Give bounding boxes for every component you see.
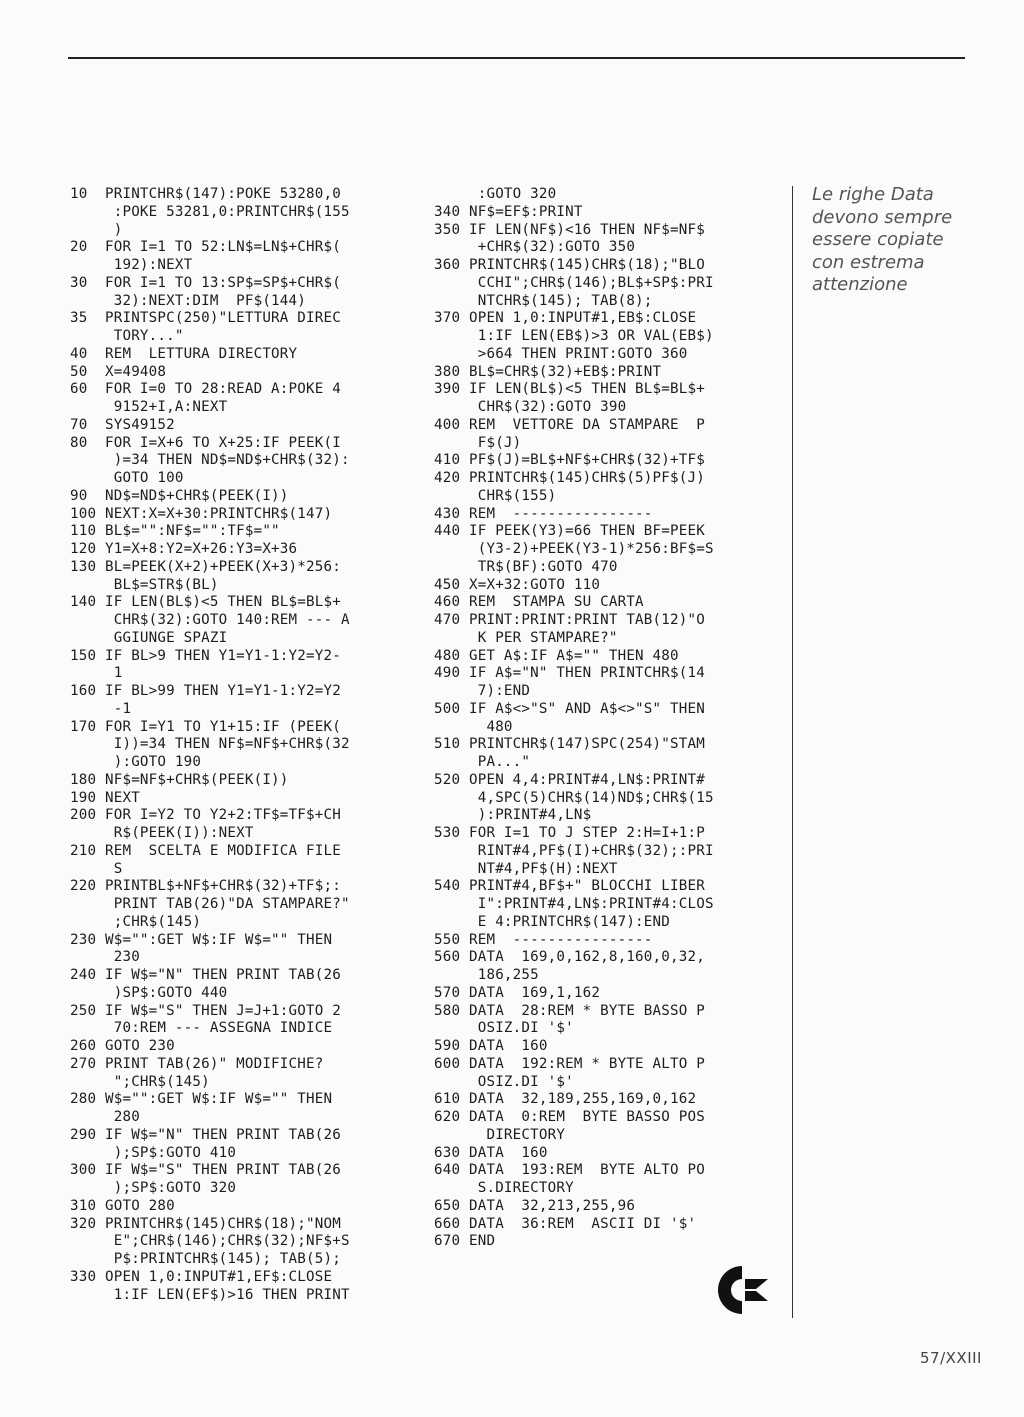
code-line: 620 DATA 0:REM BYTE BASSO POS <box>434 1109 705 1125</box>
code-line: 380 BL$=CHR$(32)+EB$:PRINT <box>434 363 662 380</box>
code-line: CCHI";CHR$(146);BL$+SP$:PRI <box>434 274 714 291</box>
side-note-line: attenzione <box>812 274 908 295</box>
code-line: 590 DATA 160 <box>434 1038 548 1054</box>
code-line: 600 DATA 192:REM * BYTE ALTO P <box>434 1055 705 1072</box>
code-line: 250 IF W$="S" THEN J=J+1:GOTO 2 <box>70 1002 341 1019</box>
code-line: CHR$(32):GOTO 140:REM --- A <box>70 612 350 628</box>
top-rule <box>68 57 965 59</box>
code-line: ;CHR$(145) <box>70 913 202 930</box>
code-line: 640 DATA 193:REM BYTE ALTO PO <box>434 1162 705 1179</box>
code-line: )SP$:GOTO 440 <box>70 984 228 1001</box>
code-line: 360 PRINTCHR$(145)CHR$(18);"BLO <box>434 257 705 273</box>
code-line: 540 PRINT#4,BF$+" BLOCCHI LIBER <box>434 878 705 895</box>
code-line: GGIUNGE SPAZI <box>70 629 228 646</box>
code-line: 630 DATA 160 <box>434 1144 548 1161</box>
code-line: 320 PRINTCHR$(145)CHR$(18);"NOM <box>70 1215 341 1232</box>
code-line: 70 SYS49152 <box>70 416 175 433</box>
code-line: ):GOTO 190 <box>70 754 202 770</box>
code-line: 650 DATA 32,213,255,96 <box>434 1197 636 1214</box>
code-line: 500 IF A$<>"S" AND A$<>"S" THEN <box>434 700 705 717</box>
code-line: 35 PRINTSPC(250)"LETTURA DIREC <box>70 310 341 327</box>
code-line: 100 NEXT:X=X+30:PRINTCHR$(147) <box>70 505 333 522</box>
code-line: 32):NEXT:DIM PF$(144) <box>70 292 307 309</box>
code-line: 110 BL$="":NF$="":TF$="" <box>70 523 280 540</box>
code-line: 570 DATA 169,1,162 <box>434 984 601 1001</box>
commodore-logo-icon <box>714 1262 770 1318</box>
code-line: P$:PRINTCHR$(145); TAB(5); <box>70 1251 341 1267</box>
code-line: 140 IF LEN(BL$)<5 THEN BL$=BL$+ <box>70 594 341 611</box>
code-line: 50 X=49408 <box>70 363 167 380</box>
side-note <box>812 184 982 297</box>
code-line: 220 PRINTBL$+NF$+CHR$(32)+TF$;: <box>70 878 341 895</box>
code-line: 160 IF BL>99 THEN Y1=Y1-1:Y2=Y2 <box>70 683 341 699</box>
code-line: 192):NEXT <box>70 257 193 273</box>
code-line: 70:REM --- ASSEGNA INDICE <box>70 1020 333 1037</box>
code-line: -1 <box>70 700 132 717</box>
code-line: 400 REM VETTORE DA STAMPARE P <box>434 416 705 433</box>
code-line: :POKE 53281,0:PRINTCHR$(155 <box>70 203 350 220</box>
code-line: >664 THEN PRINT:GOTO 360 <box>434 345 688 362</box>
code-line: K PER STAMPARE?" <box>434 629 618 646</box>
code-line: 200 FOR I=Y2 TO Y2+2:TF$=TF$+CH <box>70 807 341 824</box>
code-line: 280 <box>70 1109 140 1125</box>
code-line: E";CHR$(146);CHR$(32);NF$+S <box>70 1233 350 1250</box>
code-line: TORY..." <box>70 328 184 344</box>
code-line: 7):END <box>434 683 531 699</box>
code-line: E 4:PRINTCHR$(147):END <box>434 913 671 930</box>
listing-column-left <box>70 186 420 1304</box>
code-line: 580 DATA 28:REM * BYTE BASSO P <box>434 1002 705 1019</box>
code-line: 390 IF LEN(BL$)<5 THEN BL$=BL$+ <box>434 381 705 398</box>
code-line: 30 FOR I=1 TO 13:SP$=SP$+CHR$( <box>70 274 341 291</box>
side-note-line: con estrema <box>812 251 925 273</box>
code-line: 280 W$="":GET W$:IF W$="" THEN <box>70 1091 333 1108</box>
code-line: OSIZ.DI '$' <box>434 1073 574 1090</box>
code-line: 670 END <box>434 1233 496 1250</box>
code-line: CHR$(155) <box>434 487 557 504</box>
side-note-line: devono sempre <box>812 206 953 228</box>
code-line: 20 FOR I=1 TO 52:LN$=LN$+CHR$( <box>70 239 341 256</box>
code-line: );SP$:GOTO 410 <box>70 1144 237 1161</box>
code-line: 460 REM STAMPA SU CARTA <box>434 594 644 611</box>
code-line: PA..." <box>434 754 531 770</box>
code-line: ):PRINT#4,LN$ <box>434 807 592 824</box>
code-line: 210 REM SCELTA E MODIFICA FILE <box>70 842 341 859</box>
code-line: S <box>70 860 123 877</box>
code-line: F$(J) <box>434 434 522 451</box>
page-number: 57/XXIII <box>920 1349 982 1367</box>
code-line: S.DIRECTORY <box>434 1180 574 1196</box>
code-line: RINT#4,PF$(I)+CHR$(32);:PRI <box>434 842 714 859</box>
code-line: 560 DATA 169,0,162,8,160,0,32, <box>434 949 705 966</box>
code-line: 1:IF LEN(EF$)>16 THEN PRINT <box>70 1286 350 1303</box>
code-line: R$(PEEK(I)):NEXT <box>70 825 254 841</box>
code-line: 300 IF W$="S" THEN PRINT TAB(26 <box>70 1162 341 1179</box>
code-line: 186,255 <box>434 967 539 983</box>
code-line: 530 FOR I=1 TO J STEP 2:H=I+1:P <box>434 825 705 841</box>
code-line: 410 PF$(J)=BL$+NF$+CHR$(32)+TF$ <box>434 452 705 469</box>
code-line: 660 DATA 36:REM ASCII DI '$' <box>434 1215 697 1232</box>
code-line: 170 FOR I=Y1 TO Y1+15:IF (PEEK( <box>70 718 341 735</box>
code-line: )=34 THEN ND$=ND$+CHR$(32): <box>70 452 350 469</box>
code-line: 470 PRINT:PRINT:PRINT TAB(12)"O <box>434 612 705 628</box>
code-line: CHR$(32):GOTO 390 <box>434 399 627 415</box>
code-line: 490 IF A$="N" THEN PRINTCHR$(14 <box>434 665 705 682</box>
code-line: 330 OPEN 1,0:INPUT#1,EF$:CLOSE <box>70 1268 333 1285</box>
code-line: 130 BL=PEEK(X+2)+PEEK(X+3)*256: <box>70 558 341 575</box>
code-line: 510 PRINTCHR$(147)SPC(254)"STAM <box>434 736 705 753</box>
code-line: 4,SPC(5)CHR$(14)ND$;CHR$(15 <box>434 789 714 806</box>
code-line: 180 NF$=NF$+CHR$(PEEK(I)) <box>70 771 289 788</box>
code-line: 430 REM ---------------- <box>434 505 653 522</box>
code-line: 1:IF LEN(EB$)>3 OR VAL(EB$) <box>434 328 714 344</box>
side-note-line: Le righe Data <box>812 184 934 205</box>
code-line: 240 IF W$="N" THEN PRINT TAB(26 <box>70 967 341 983</box>
code-line: OSIZ.DI '$' <box>434 1020 574 1037</box>
code-line: 550 REM ---------------- <box>434 931 653 948</box>
code-line: 450 X=X+32:GOTO 110 <box>434 576 601 593</box>
side-note-line: essere copiate <box>812 229 944 250</box>
code-line: 420 PRINTCHR$(145)CHR$(5)PF$(J) <box>434 470 705 486</box>
code-line: GOTO 100 <box>70 470 184 486</box>
code-line: 350 IF LEN(NF$)<16 THEN NF$=NF$ <box>434 221 705 238</box>
code-line: NT#4,PF$(H):NEXT <box>434 860 618 877</box>
code-line: 370 OPEN 1,0:INPUT#1,EB$:CLOSE <box>434 310 697 327</box>
code-line: PRINT TAB(26)"DA STAMPARE?" <box>70 896 350 912</box>
code-line: 260 GOTO 230 <box>70 1038 175 1054</box>
code-line: :GOTO 320 <box>434 186 557 202</box>
code-line: 230 W$="":GET W$:IF W$="" THEN <box>70 931 333 948</box>
code-line: 290 IF W$="N" THEN PRINT TAB(26 <box>70 1126 341 1143</box>
code-line: 150 IF BL>9 THEN Y1=Y1-1:Y2=Y2- <box>70 647 341 664</box>
code-line: 40 REM LETTURA DIRECTORY <box>70 345 298 362</box>
code-line: 610 DATA 32,189,255,169,0,162 <box>434 1091 697 1108</box>
code-line: 480 GET A$:IF A$="" THEN 480 <box>434 647 679 664</box>
code-line: I))=34 THEN NF$=NF$+CHR$(32 <box>70 736 350 753</box>
code-line: DIRECTORY <box>434 1126 566 1143</box>
code-line: ";CHR$(145) <box>70 1073 210 1090</box>
code-line: I":PRINT#4,LN$:PRINT#4:CLOS <box>434 896 714 912</box>
code-line: ) <box>70 221 123 238</box>
code-line: BL$=STR$(BL) <box>70 576 219 593</box>
code-line: +CHR$(32):GOTO 350 <box>434 239 636 256</box>
code-line: 440 IF PEEK(Y3)=66 THEN BF=PEEK <box>434 523 705 540</box>
code-line: 190 NEXT <box>70 789 140 806</box>
code-line: 270 PRINT TAB(26)" MODIFICHE? <box>70 1055 324 1072</box>
code-line: 120 Y1=X+8:Y2=X+26:Y3=X+36 <box>70 541 298 557</box>
code-line: 1 <box>70 665 123 682</box>
code-line: 9152+I,A:NEXT <box>70 399 228 415</box>
code-line: 230 <box>70 949 140 966</box>
code-line: 10 PRINTCHR$(147):POKE 53280,0 <box>70 186 341 202</box>
code-line: );SP$:GOTO 320 <box>70 1180 237 1196</box>
code-line: 340 NF$=EF$:PRINT <box>434 203 583 220</box>
code-line: 480 <box>434 718 513 735</box>
code-line: TR$(BF):GOTO 470 <box>434 558 618 575</box>
code-line: (Y3-2)+PEEK(Y3-1)*256:BF$=S <box>434 541 714 557</box>
code-line: 520 OPEN 4,4:PRINT#4,LN$:PRINT# <box>434 771 705 788</box>
listing-column-right <box>434 186 784 1251</box>
code-line: 80 FOR I=X+6 TO X+25:IF PEEK(I <box>70 434 341 451</box>
code-line: 310 GOTO 280 <box>70 1197 175 1214</box>
margin-divider <box>792 186 793 1318</box>
code-line: NTCHR$(145); TAB(8); <box>434 292 653 309</box>
code-line: 60 FOR I=0 TO 28:READ A:POKE 4 <box>70 381 341 398</box>
code-line: 90 ND$=ND$+CHR$(PEEK(I)) <box>70 487 289 504</box>
